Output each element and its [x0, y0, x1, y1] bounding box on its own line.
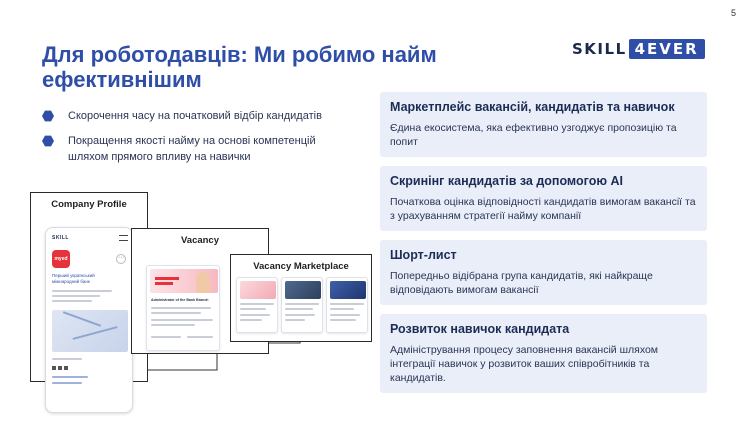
- person-image: [196, 272, 210, 293]
- feature-card-description: Єдина екосистема, яка ефективно узгоджує пропозицію та попит: [390, 122, 677, 148]
- marketplace-card: [281, 277, 323, 333]
- hexagon-bullet-icon: [42, 135, 54, 147]
- vacancy-card: [146, 265, 220, 351]
- frame-label: Company Profile: [51, 199, 127, 210]
- page-number: 5: [730, 8, 736, 18]
- logo-text-right: 4EVER: [629, 39, 705, 59]
- phone-header: [52, 234, 128, 242]
- frame-label: Vacancy: [180, 235, 220, 246]
- benefit-item: [42, 133, 352, 165]
- company-profile-phone: [45, 227, 133, 413]
- company-badge-text: myed: [54, 256, 68, 262]
- benefit-text: Покращення якості найму на основі компетенцій шляхом прямого впливу на навички: [68, 135, 316, 163]
- feature-card-marketplace: [380, 92, 707, 157]
- marketplace-card: [326, 277, 368, 333]
- feature-card-title: Скринінг кандидатів за допомогою AI: [390, 174, 623, 188]
- brand-logo: [572, 38, 705, 60]
- company-map-image: [52, 310, 128, 352]
- mini-logo: SKILL: [52, 235, 69, 241]
- feature-card-shortlist: [380, 240, 707, 305]
- company-social-icons: [52, 366, 68, 370]
- feature-cards: [380, 92, 707, 402]
- feature-card-description: Початкова оцінка відповідності кандидатів вимогам вакансії та з урахуванням стратегії найму компанії: [390, 196, 696, 222]
- benefit-item: [42, 108, 352, 124]
- logo-text-left: SKILL: [572, 40, 627, 58]
- menu-icon: [119, 235, 128, 241]
- vacancy-marketplace-frame: [230, 254, 372, 342]
- benefit-text: Скорочення часу на початковий відбір кандидатів: [68, 110, 322, 122]
- workflow-illustration: [0, 188, 380, 422]
- page-title: Для роботодавців: Ми робимо найм ефективнішим: [42, 42, 437, 92]
- vacancy-title: Administrator of the Bank Branch: [151, 298, 209, 302]
- feature-card-description: Попередньо відібрана група кандидатів, які найкраще відповідають вимогам вакансії: [390, 270, 653, 296]
- feature-card-title: Розвиток навичок кандидата: [390, 322, 570, 336]
- company-name: Перший український міжнародний банк: [52, 273, 95, 284]
- marketplace-card: [236, 277, 278, 333]
- feature-card-title: Маркетплейс вакансій, кандидатів та навичок: [390, 100, 675, 114]
- feature-card-skills: [380, 314, 707, 393]
- feature-card-title: Шорт-лист: [390, 248, 457, 262]
- benefit-list: [42, 108, 352, 174]
- more-options-icon: ⋯: [116, 254, 126, 264]
- vacancy-banner: [150, 269, 218, 293]
- feature-card-description: Адміністрування процесу заповнення вакансій шляхом інтеграції навичок у розвиток ваших співробітників та кандидатів.: [390, 344, 659, 384]
- company-badge: [52, 250, 70, 268]
- frame-label: Vacancy Marketplace: [253, 261, 349, 272]
- hexagon-bullet-icon: [42, 110, 54, 122]
- feature-card-screening: [380, 166, 707, 231]
